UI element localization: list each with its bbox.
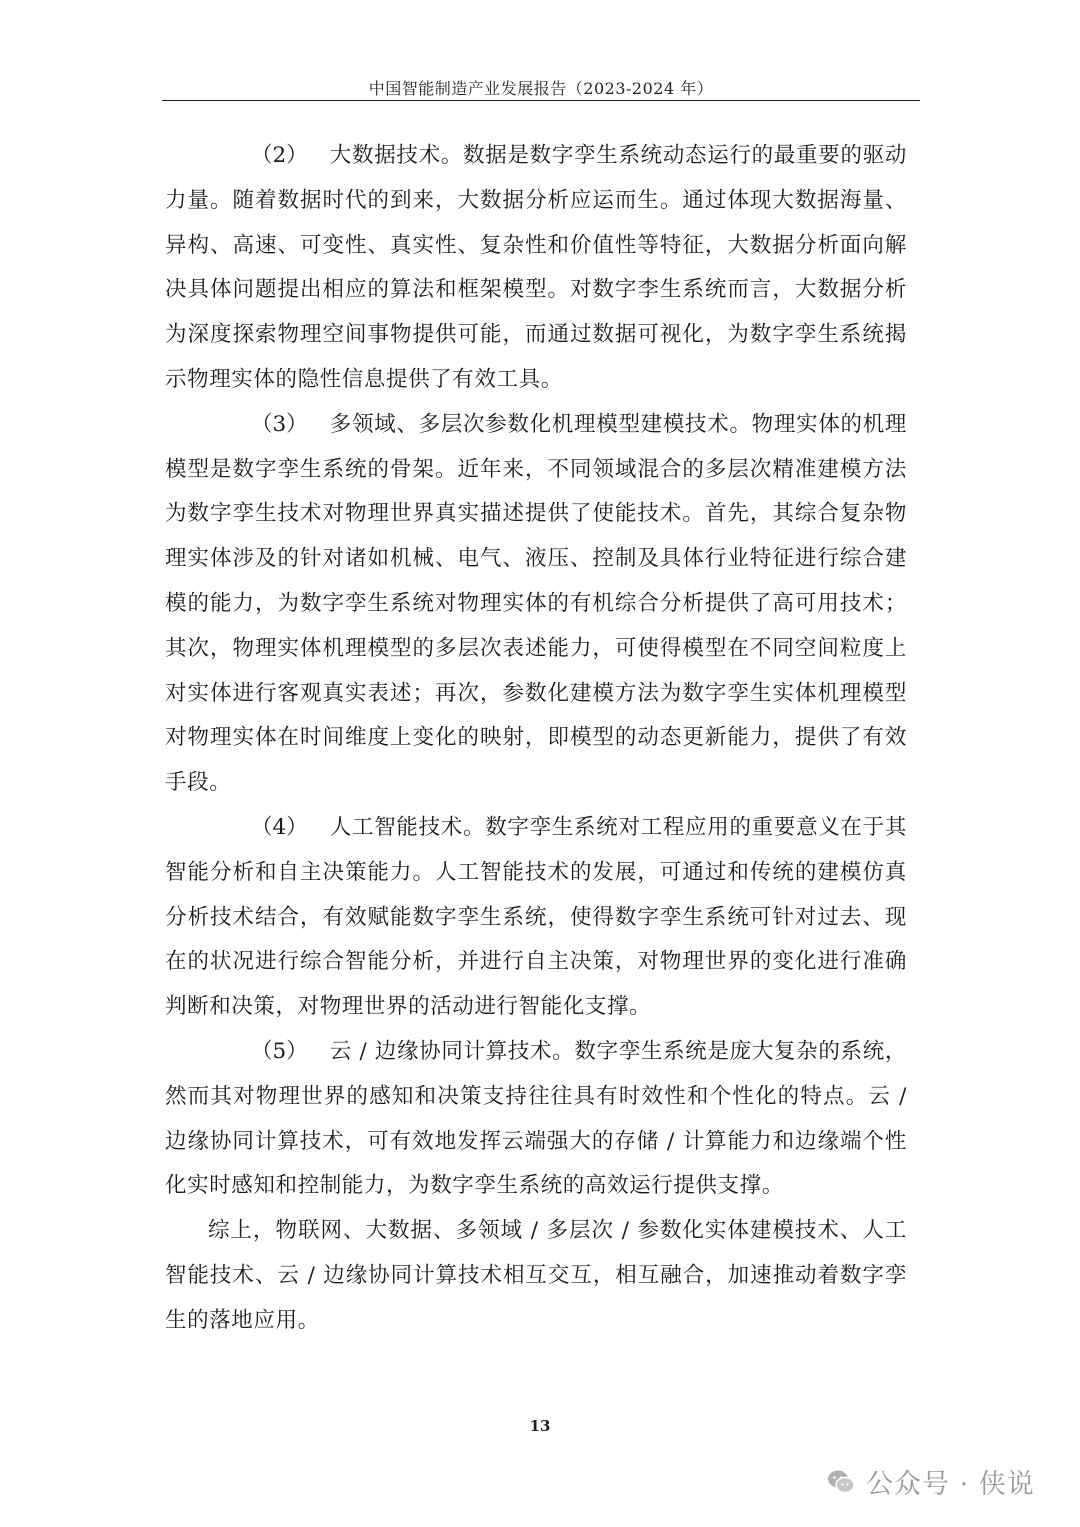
paragraph-ai bbox=[165, 806, 907, 1030]
paragraph-text: 综上，物联网、大数据、多领域 / 多层次 / 参数化实体建模技术、人工智能技术、云 / 边缘协同计算技术相互交互，相互融合，加速推动着数字孪生的落地应用。 bbox=[165, 1218, 907, 1333]
paragraph-cloud-edge bbox=[165, 1030, 907, 1209]
page-number: 13 bbox=[529, 1417, 551, 1435]
paragraph-number: （3） bbox=[251, 411, 308, 437]
running-header: 中国智能制造产业发展报告（2023-2024 年） bbox=[368, 79, 714, 98]
watermark bbox=[826, 1462, 1035, 1501]
paragraph-text: 云 / 边缘协同计算技术。数字孪生系统是庞大复杂的系统，然而其对物理世界的感知和决策支持往往具有时效性和个性化的特点。云 / 边缘协同计算技术，可有效地发挥云端强大的存储 / 计算能力和边缘端个性化实时感知和控制能力，为数字孪生系统的高效运行提供支撑。 bbox=[165, 1038, 907, 1199]
paragraph-text: 人工智能技术。数字孪生系统对工程应用的重要意义在于其智能分析和自主决策能力。人工智能技术的发展，可通过和传统的建模仿真分析技术结合，有效赋能数字孪生系统，使得数字孪生系统可针对过去、现在的状况进行综合智能分析，并进行自主决策，对物理世界的变化进行准确判断和决策，对物理世界的活动进行智能化支撑。 bbox=[165, 814, 907, 1020]
paragraph-modeling bbox=[165, 403, 907, 806]
paragraph-text: 多领域、多层次参数化机理模型建模技术。物理实体的机理模型是数字孪生系统的骨架。近年来，不同领域混合的多层次精准建模方法为数字孪生技术对物理世界真实描述提供了使能技术。首先，其综合复杂物理实体涉及的针对诸如机械、电气、液压、控制及具体行业特征进行综合建模的能力，为数字孪生系统对物理实体的有机综合分析提供了高可用技术；其次，物理实体机理模型的多层次表述能力，可使得模型在不同空间粒度上对实体进行客观真实表述；再次，参数化建模方法为数字孪生实体机理模型对物理实体在时间维度上变化的映射，即模型的动态更新能力，提供了有效手段。 bbox=[165, 411, 907, 796]
paragraph-summary bbox=[165, 1209, 907, 1343]
watermark-text: 公众号 · 侠说 bbox=[866, 1469, 1035, 1500]
paragraph-text: 大数据技术。数据是数字孪生系统动态运行的最重要的驱动力量。随着数据时代的到来，大数据分析应运而生。通过体现大数据海量、异构、高速、可变性、真实性、复杂性和价值性等特征，大数据分析面向解决具体问题提出相应的算法和框架模型。对数字李生系统而言，大数据分析为深度探索物理空间事物提供可能，而通过数据可视化，为数字孪生系统揭示物理实体的隐性信息提供了有效工具。 bbox=[165, 143, 907, 392]
paragraph-number: （4） bbox=[251, 814, 308, 840]
body-text bbox=[165, 134, 907, 1344]
paragraph-big-data bbox=[165, 134, 907, 403]
header-rule bbox=[162, 100, 920, 101]
paragraph-number: （2） bbox=[251, 143, 308, 168]
wechat-icon bbox=[826, 1467, 856, 1497]
paragraph-number: （5） bbox=[251, 1038, 308, 1064]
